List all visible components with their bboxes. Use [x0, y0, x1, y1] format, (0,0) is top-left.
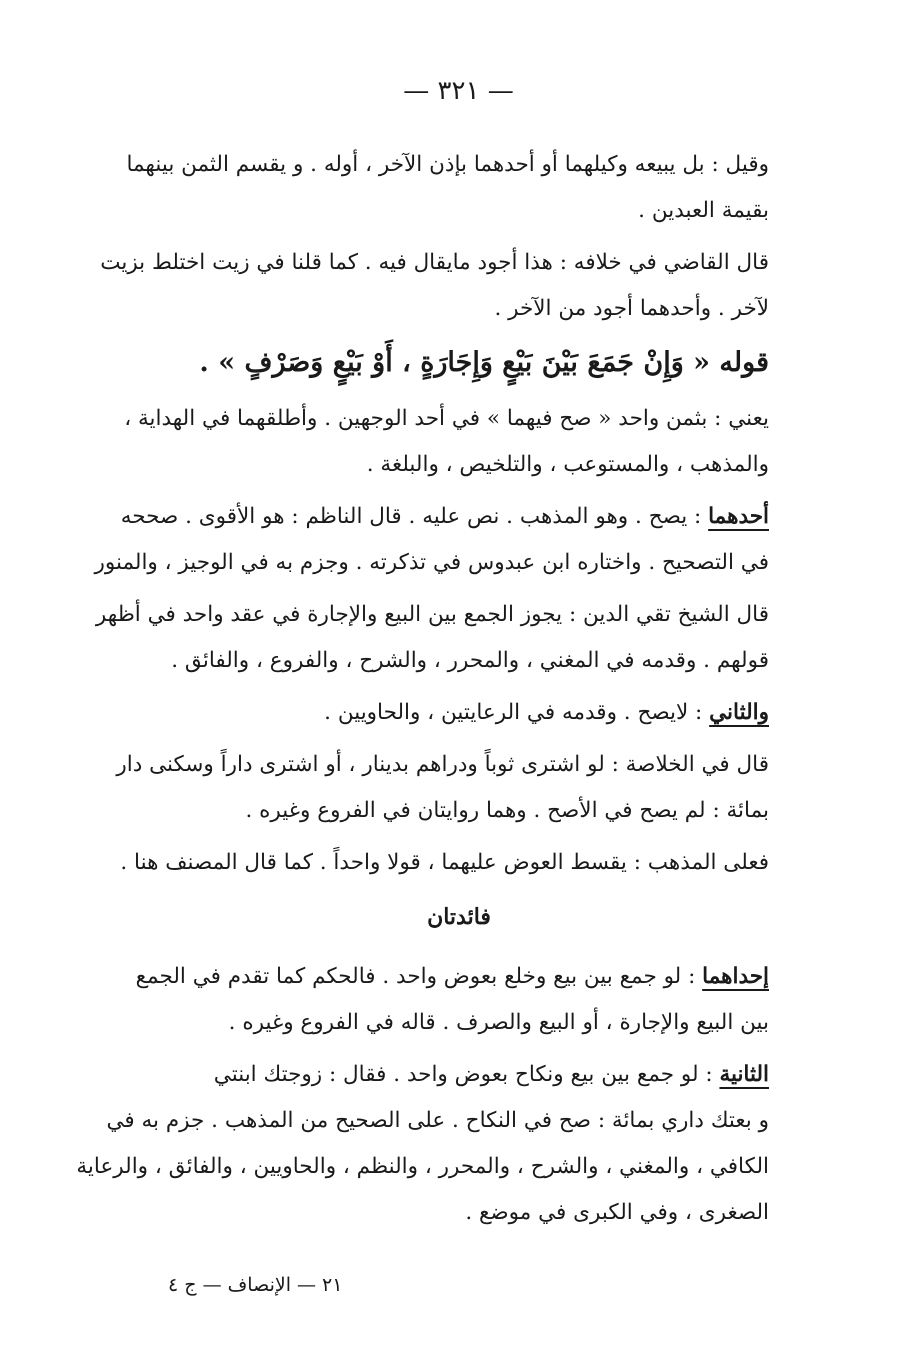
text-line: قال القاضي في خلافه : هذا أجود مايقال فيه . كما قلنا في زيت اختلط بزيت [100, 250, 769, 275]
text-line: لآخر . وأحدهما أجود من الآخر . [494, 296, 769, 321]
text-line: قال في الخلاصة : لو اشترى ثوباً ودراهم بدينار ، أو اشترى داراً وسكنى دار [116, 752, 769, 777]
text-line: بقيمة العبدين . [638, 198, 769, 223]
paragraph-3 [124, 396, 769, 488]
text-line: قولهم . وقدمه في المغني ، والمحرر ، والشرح ، والفروع ، والفائق . [171, 648, 769, 673]
signature-mark: ٢١ — الإنصاف — ج ٤ [168, 1274, 343, 1296]
text-line: الصغرى ، وفي الكبرى في موضع . [465, 1200, 769, 1225]
quoted-matn-line: قوله « وَإِنْ جَمَعَ بَيْنَ بَيْعٍ وَإِجَارَةٍ ، أَوْ بَيْعٍ وَصَرْفٍ » . [199, 347, 769, 378]
page-number: — ٣٢١ — [403, 76, 514, 106]
text-line: و بعتك داري بمائة : صح في النكاح . على الصحيح من المذهب . جزم به في [106, 1108, 769, 1133]
lead-word: الثانية [719, 1062, 769, 1087]
paragraph-1 [126, 142, 769, 234]
text-line: الكافي ، والمغني ، والشرح ، والمحرر ، والنظم ، والحاويين ، والفائق ، والرعاية [76, 1154, 769, 1179]
text-line [149, 1052, 769, 1098]
text-line [135, 954, 769, 1000]
page-body [76, 142, 769, 1242]
paragraph-8 [120, 840, 769, 886]
text-line: والمذهب ، والمستوعب ، والتلخيص ، والبلغة . [366, 452, 769, 477]
paragraph-4 [94, 494, 769, 586]
text-line: قال الشيخ تقي الدين : يجوز الجمع بين البيع والإجارة في عقد واحد في أظهر [95, 602, 769, 627]
text-run: : لو جمع بين بيع ونكاح بعوض واحد . فقال : زوجتك ابنتي [213, 1062, 720, 1087]
text-line: في التصحيح . واختاره ابن عبدوس في تذكرته . وجزم به في الوجيز ، والمنور [94, 550, 769, 575]
text-line [120, 494, 769, 540]
text-line: يعني : بثمن واحد « صح فيهما » في أحد الوجهين . وأطلقهما في الهداية ، [124, 406, 769, 431]
lead-word: إحداهما [702, 964, 769, 989]
text-run: : لو جمع بين بيع وخلع بعوض واحد . فالحكم كما تقدم في الجمع [135, 964, 703, 989]
text-line: بمائة : لم يصح في الأصح . وهما روايتان في الفروع وغيره . [245, 798, 769, 823]
text-line [149, 690, 769, 736]
text-line: وقيل : بل يبيعه وكيلهما أو أحدهما بإذن الآخر ، أوله . و يقسم الثمن بينهما [126, 152, 769, 177]
text-line: بين البيع والإجارة ، أو البيع والصرف . قاله في الفروع وغيره . [228, 1010, 769, 1035]
paragraph-10 [76, 1052, 769, 1236]
paragraph-7 [116, 742, 769, 834]
paragraph-6 [149, 690, 769, 736]
paragraph-5 [95, 592, 769, 684]
section-heading: فائدتان [427, 904, 491, 930]
text-run: : لايصح . وقدمه في الرعايتين ، والحاويين . [324, 700, 710, 725]
lead-word: أحدهما [708, 504, 769, 529]
paragraph-9 [135, 954, 769, 1046]
lead-word: والثاني [709, 700, 769, 725]
paragraph-2 [100, 240, 769, 332]
text-run: : يصح . وهو المذهب . نص عليه . قال الناظم : هو الأقوى . صححه [120, 504, 709, 529]
text-line: فعلى المذهب : يقسط العوض عليهما ، قولا واحداً . كما قال المصنف هنا . [120, 850, 769, 875]
